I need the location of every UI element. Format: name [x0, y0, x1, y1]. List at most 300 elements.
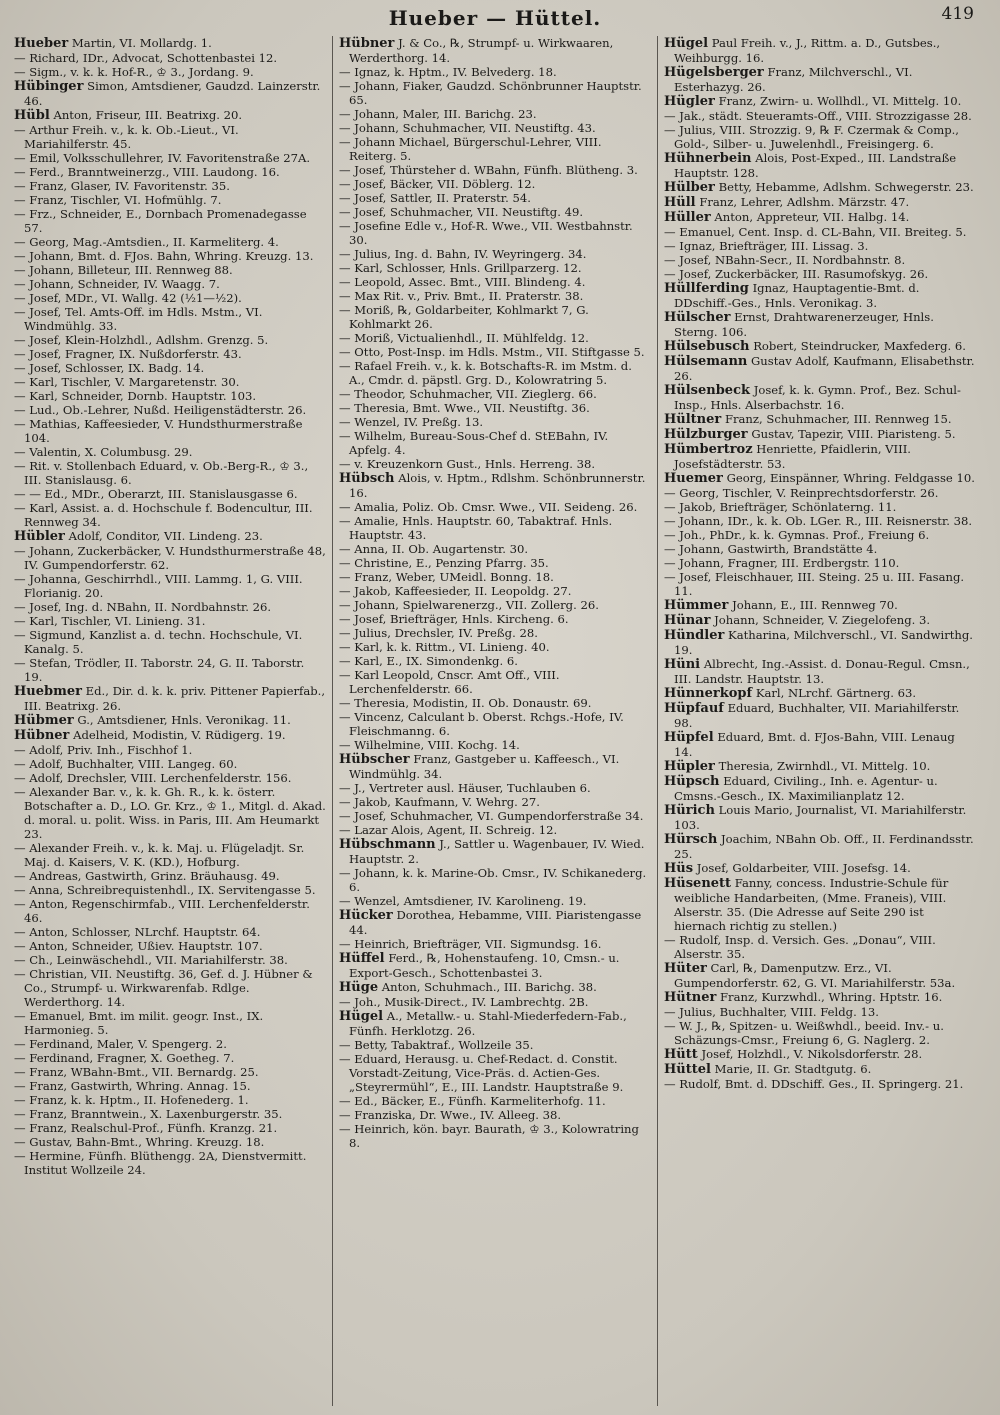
- entry-details: — Josef, Fleischhauer, III. Steing. 25 u. III. Fasang. 11.: [664, 570, 965, 598]
- column-left: [8, 36, 333, 1406]
- entry-details: — Anna, II. Ob. Augartenstr. 30.: [339, 542, 529, 556]
- directory-entry: [339, 1122, 651, 1150]
- entry-details: — Johann, Schuhmacher, VII. Neustiftg. 43.: [339, 121, 596, 135]
- directory-entry: [664, 759, 976, 774]
- directory-entry: [14, 165, 326, 179]
- directory-entry: [664, 94, 976, 109]
- directory-entry: [14, 347, 326, 361]
- entry-details: — Amalia, Poliz. Ob. Cmsr. Wwe., VII. Seideng. 26.: [339, 500, 638, 514]
- entry-surname: Hülsebusch: [664, 339, 750, 354]
- entry-details: — Johann, Gastwirth, Brandstätte 4.: [664, 542, 878, 556]
- entry-details: — Georg, Tischler, V. Reinprechtsdorferstr. 26.: [664, 486, 939, 500]
- entry-details: Georg, Einspänner, Whring. Feldgasse 10.: [726, 471, 975, 485]
- directory-entry: [14, 628, 326, 656]
- directory-entry: [339, 995, 651, 1009]
- entry-details: — Sigm., v. k. k. Hof-R., ♔ 3., Jordang. 9.: [14, 65, 254, 79]
- entry-surname: Hümmer: [664, 598, 729, 613]
- directory-entry: [664, 876, 976, 933]
- entry-surname: Hürich: [664, 803, 715, 818]
- entry-details: — Christine, E., Penzing Pfarrg. 35.: [339, 556, 549, 570]
- entry-surname: Hülsemann: [664, 354, 748, 369]
- column-middle: [333, 36, 658, 1406]
- page-header: [8, 6, 982, 36]
- directory-entry: [664, 281, 976, 310]
- directory-entry: [664, 542, 976, 556]
- directory-entry: [664, 514, 976, 528]
- directory-entry: [664, 486, 976, 500]
- page-title: Hueber — Hüttel.: [388, 6, 602, 30]
- entry-details: — Otto, Post-Insp. im Hdls. Mstm., VII. Stiftgasse 5.: [339, 345, 645, 359]
- directory-entry: [339, 177, 651, 191]
- entry-details: Gustav, Tapezir, VIII. Piaristeng. 5.: [751, 427, 956, 441]
- entry-details: — Franz, Realschul-Prof., Fünfh. Kranzg. 21.: [14, 1121, 278, 1135]
- directory-entry: [664, 701, 976, 730]
- entry-details: — Karl, E., IX. Simondenkg. 6.: [339, 654, 518, 668]
- entry-details: — Rit. v. Stollenbach Eduard, v. Ob.-Berg-R., ♔ 3., III. Stanislausg. 6.: [14, 459, 309, 487]
- column-right: [658, 36, 982, 1406]
- directory-entry: [14, 389, 326, 403]
- entry-details: Eduard, Civiling., Inh. e. Agentur- u. Cmsns.-Gesch., IX. Maximilianplatz 12.: [674, 774, 938, 803]
- directory-entry: [664, 310, 976, 339]
- directory-entry: [14, 785, 326, 841]
- entry-details: Albrecht, Ing.-Assist. d. Donau-Regul. Cmsn., III. Landstr. Hauptstr. 13.: [674, 657, 970, 686]
- entry-details: Anton, Appreteur, VII. Halbg. 14.: [714, 210, 910, 224]
- entry-surname: Huemer: [664, 471, 723, 486]
- directory-entry: [14, 939, 326, 953]
- entry-details: — Ferdinand, Maler, V. Spengerg. 2.: [14, 1037, 227, 1051]
- directory-entry: [339, 640, 651, 654]
- entry-details: — Ferdinand, Fragner, X. Goetheg. 7.: [14, 1051, 235, 1065]
- directory-entry: [664, 528, 976, 542]
- entry-details: — Josef, Sattler, II. Praterstr. 54.: [339, 191, 531, 205]
- entry-details: — — Ed., MDr., Oberarzt, III. Stanislausgasse 6.: [14, 487, 298, 501]
- entry-details: Adelheid, Modistin, V. Rüdigerg. 19.: [73, 728, 286, 742]
- directory-entry: [339, 345, 651, 359]
- entry-details: — Rudolf, Bmt. d. DDschiff. Ges., II. Springerg. 21.: [664, 1077, 964, 1091]
- entry-details: Marie, II. Gr. Stadtgutg. 6.: [714, 1062, 872, 1076]
- directory-entry: [14, 841, 326, 869]
- directory-entry: [664, 427, 976, 442]
- entry-surname: Hülscher: [664, 310, 731, 325]
- entry-details: — Anton, Regenschirmfab., VIII. Lerchenfelderstr. 46.: [14, 897, 310, 925]
- entry-surname: Hünnerkopf: [664, 686, 753, 701]
- directory-entry: [14, 375, 326, 389]
- entry-details: — Johann, k. k. Marine-Ob. Cmsr., IV. Schikanederg. 6.: [339, 866, 647, 894]
- entry-details: — Johanna, Geschirrhdl., VIII. Lammg. 1, G. VIII. Florianig. 20.: [14, 572, 303, 600]
- directory-entry: [339, 514, 651, 542]
- directory-entry: [664, 36, 976, 65]
- directory-entry: [14, 1149, 326, 1177]
- entry-details: — Franz, k. k. Hptm., II. Hofenederg. 1.: [14, 1093, 249, 1107]
- entry-details: — Johann, Bmt. d. FJos. Bahn, Whring. Kreuzg. 13.: [14, 249, 314, 263]
- entry-details: — Anton, Schlosser, NLrchf. Hauptstr. 64.: [14, 925, 261, 939]
- entry-details: — Ignaz, Briefträger, III. Lissag. 3.: [664, 239, 869, 253]
- entry-surname: Hübsch: [339, 471, 395, 486]
- directory-entry: [14, 967, 326, 1009]
- entry-details: — Johann, Maler, III. Barichg. 23.: [339, 107, 537, 121]
- directory-entry: [664, 339, 976, 354]
- directory-entry: [339, 401, 651, 415]
- directory-entry: [14, 487, 326, 501]
- directory-entry: [14, 1009, 326, 1037]
- entry-surname: Hüs: [664, 861, 694, 876]
- directory-entry: [14, 65, 326, 79]
- entry-surname: Hübl: [14, 108, 50, 123]
- entry-details: — Alexander Freih. v., k. k. Maj. u. Flügeladjt. Sr. Maj. d. Kaisers, V. K. (KD.), Hofburg.: [14, 841, 305, 869]
- directory-entry: [14, 771, 326, 785]
- entry-details: Carl, ℞, Damenputzw. Erz., VI. Gumpendorferstr. 62, G. VI. Mariahilferstr. 53a.: [674, 961, 956, 990]
- directory-entry: [664, 1005, 976, 1019]
- directory-entry: [14, 36, 326, 51]
- entry-details: — Karl Leopold, Cnscr. Amt Off., VIII. Lerchenfelderstr. 66.: [339, 668, 560, 696]
- directory-entry: [14, 151, 326, 165]
- entry-details: — Ferd., Branntweinerzg., VIII. Laudong. 16.: [14, 165, 280, 179]
- entry-details: Eduard, Bmt. d. FJos-Bahn, VIII. Lenaug 14.: [674, 730, 955, 759]
- entry-details: Ferd., ℞, Hohenstaufeng. 10, Cmsn.- u. Export-Gesch., Schottenbastei 3.: [349, 951, 620, 980]
- directory-entry: [14, 235, 326, 249]
- directory-entry: [339, 781, 651, 795]
- entry-surname: Hülzburger: [664, 427, 748, 442]
- entry-details: — Jakob, Kaufmann, V. Wehrg. 27.: [339, 795, 540, 809]
- entry-details: J., Sattler u. Wagenbauer, IV. Wied. Hauptstr. 2.: [349, 837, 645, 866]
- entry-details: — Josef, Ing. d. NBahn, II. Nordbahnstr. 26.: [14, 600, 272, 614]
- directory-entry: [339, 107, 651, 121]
- directory-entry: [14, 459, 326, 487]
- entry-surname: Hüni: [664, 657, 701, 672]
- entry-details: — Josefine Edle v., Hof-R. Wwe., VII. Westbahnstr. 30.: [339, 219, 633, 247]
- directory-entry: [664, 412, 976, 427]
- directory-entry: [664, 267, 976, 281]
- entry-details: — Rafael Freih. v., k. k. Botschafts-R. im Mstm. d. A., Cmdr. d. päpstl. Grg. D., Kolowratring 5.: [339, 359, 632, 387]
- entry-details: — Valentin, X. Columbusg. 29.: [14, 445, 193, 459]
- entry-details: — Theodor, Schuhmacher, VII. Zieglerg. 66.: [339, 387, 597, 401]
- entry-details: — Anna, Schreibrequistenhdl., IX. Servitengasse 5.: [14, 883, 316, 897]
- entry-details: — Arthur Freih. v., k. k. Ob.-Lieut., VI. Mariahilferstr. 45.: [14, 123, 239, 151]
- entry-surname: Hütner: [664, 990, 717, 1005]
- entry-surname: Hümbertroz: [664, 442, 753, 457]
- directory-entry: [14, 614, 326, 628]
- directory-entry: [14, 529, 326, 544]
- directory-entry: [14, 656, 326, 684]
- entry-details: — Karl, Tischler, VI. Linieng. 31.: [14, 614, 206, 628]
- directory-entry: [339, 556, 651, 570]
- directory-entry: [664, 556, 976, 570]
- directory-entry: [339, 359, 651, 387]
- directory-entry: [664, 933, 976, 961]
- entry-details: — Jakob, Briefträger, Schönlaterng. 11.: [664, 500, 897, 514]
- directory-entry: [339, 79, 651, 107]
- entry-details: Anton, Friseur, III. Beatrixg. 20.: [53, 108, 243, 122]
- entry-details: Franz, Gastgeber u. Kaffeesch., VI. Windmühlg. 34.: [349, 752, 620, 781]
- entry-details: — Emanuel, Cent. Insp. d. CL-Bahn, VII. Breiteg. 5.: [664, 225, 967, 239]
- directory-entry: [14, 179, 326, 193]
- entry-details: — Josef, NBahn-Secr., II. Nordbahnstr. 8.: [664, 253, 906, 267]
- entry-details: Johann, E., III. Rennweg 70.: [732, 598, 898, 612]
- entry-details: — Vincenz, Calculant b. Oberst. Rchgs.-Hofe, IV. Fleischmanng. 6.: [339, 710, 624, 738]
- directory-entry: [339, 894, 651, 908]
- entry-details: — Josef, Schuhmacher, VII. Neustiftg. 49.: [339, 205, 584, 219]
- entry-details: — Josef, MDr., VI. Wallg. 42 (½1—½2).: [14, 291, 242, 305]
- entry-surname: Hueber: [14, 36, 69, 51]
- entry-details: Katharina, Milchverschl., VI. Sandwirthg. 19.: [674, 628, 973, 657]
- entry-surname: Hülsenbeck: [664, 383, 750, 398]
- entry-surname: Hütt: [664, 1047, 698, 1062]
- entry-details: — Anton, Schneider, Ußiev. Hauptstr. 107.: [14, 939, 263, 953]
- entry-details: — Karl, Tischler, V. Margaretenstr. 30.: [14, 375, 240, 389]
- entry-details: — Mathias, Kaffeesieder, V. Hundsthurmerstraße 104.: [14, 417, 303, 445]
- directory-entry: [14, 572, 326, 600]
- directory-entry: [339, 247, 651, 261]
- entry-details: Karl, NLrchf. Gärtnerg. 63.: [755, 686, 917, 700]
- directory-entry: [664, 1062, 976, 1077]
- directory-entry: [664, 253, 976, 267]
- directory-entry: [14, 108, 326, 123]
- entry-details: — Emil, Volksschullehrer, IV. Favoritenstraße 27A.: [14, 151, 311, 165]
- entry-details: — Jak., städt. Steueramts-Off., VIII. Strozzigasse 28.: [664, 109, 972, 123]
- entry-details: Franz, Schuhmacher, III. Rennweg 15.: [724, 412, 952, 426]
- entry-details: — Julius, Ing. d. Bahn, IV. Weyringerg. 34.: [339, 247, 587, 261]
- entry-details: Ernst, Drahtwarenerzeuger, Hnls. Sterng. 106.: [674, 310, 934, 339]
- entry-details: — Franz, Branntwein., X. Laxenburgerstr. 35.: [14, 1107, 283, 1121]
- directory-entry: [14, 123, 326, 151]
- directory-entry: [339, 191, 651, 205]
- entry-surname: Hübschmann: [339, 837, 436, 852]
- entry-details: — Andreas, Gastwirth, Grinz. Bräuhausg. 49.: [14, 869, 280, 883]
- directory-entry: [664, 471, 976, 486]
- entry-details: — Moriß, ℞, Goldarbeiter, Kohlmarkt 7, G. Kohlmarkt 26.: [339, 303, 589, 331]
- directory-entry: [339, 980, 651, 995]
- directory-entry: [14, 1037, 326, 1051]
- entry-details: — Lud., Ob.-Lehrer, Nußd. Heiligenstädterstr. 26.: [14, 403, 307, 417]
- entry-details: — Josef, Klein-Holzhdl., Adlshm. Grenzg. 5.: [14, 333, 269, 347]
- page-number: 419: [941, 4, 974, 24]
- entry-details: — Franz, Gastwirth, Whring. Annag. 15.: [14, 1079, 251, 1093]
- directory-entry: [14, 600, 326, 614]
- directory-entry: [339, 908, 651, 937]
- directory-entry: [339, 937, 651, 951]
- directory-entry: [664, 686, 976, 701]
- entry-details: — Julius, Buchhalter, VIII. Feldg. 13.: [664, 1005, 879, 1019]
- entry-details: — Hermine, Fünfh. Blüthengg. 2A, Dienstvermitt. Institut Wollzeile 24.: [14, 1149, 307, 1177]
- directory-entry: [14, 193, 326, 207]
- entry-details: — Leopold, Assec. Bmt., VIII. Blindeng. 4.: [339, 275, 586, 289]
- entry-details: — Emanuel, Bmt. im milit. geogr. Inst., IX. Harmonieg. 5.: [14, 1009, 264, 1037]
- entry-details: Betty, Hebamme, Adlshm. Schwegerstr. 23.: [718, 180, 974, 194]
- directory-entry: [14, 925, 326, 939]
- entry-surname: Hüpler: [664, 759, 715, 774]
- entry-details: — v. Kreuzenkorn Gust., Hnls. Herreng. 38.: [339, 457, 596, 471]
- directory-entry: [664, 442, 976, 471]
- directory-entry: [14, 1093, 326, 1107]
- entry-details: — Ed., Bäcker, E., Fünfh. Karmeliterhofg. 11.: [339, 1094, 606, 1108]
- entry-details: — Wenzel, Amtsdiener, IV. Karolineng. 19.: [339, 894, 587, 908]
- directory-entry: [664, 1047, 976, 1062]
- entry-surname: Hünar: [664, 613, 711, 628]
- directory-entry: [339, 1009, 651, 1038]
- directory-entry: [14, 501, 326, 529]
- entry-surname: Hübinger: [14, 79, 84, 94]
- entry-surname: Hüsenett: [664, 876, 732, 891]
- directory-entry: [339, 795, 651, 809]
- directory-entry: [339, 261, 651, 275]
- directory-entry: [664, 354, 976, 383]
- directory-entry: [14, 445, 326, 459]
- entry-details: Adolf, Conditor, VII. Lindeng. 23.: [68, 529, 263, 543]
- entry-details: — Josef, Schlosser, IX. Badg. 14.: [14, 361, 205, 375]
- entry-surname: Hüttel: [664, 1062, 711, 1077]
- directory-entry: [664, 123, 976, 151]
- directory-entry: [339, 542, 651, 556]
- directory-entry: [14, 544, 326, 572]
- entry-details: — Lazar Alois, Agent, II. Schreig. 12.: [339, 823, 558, 837]
- entry-surname: Hübner: [14, 728, 70, 743]
- directory-entry: [14, 291, 326, 305]
- directory-entry: [339, 584, 651, 598]
- directory-entry: [339, 598, 651, 612]
- entry-surname: Hüffel: [339, 951, 385, 966]
- entry-details: Johann, Schneider, V. Ziegelofeng. 3.: [714, 613, 931, 627]
- entry-details: A., Metallw.- u. Stahl-Miederfedern-Fab., Fünfh. Herklotzg. 26.: [349, 1009, 627, 1038]
- entry-details: Martin, VI. Mollardg. 1.: [71, 36, 212, 50]
- entry-details: — Josef, Thürsteher d. WBahn, Fünfh. Blütheng. 3.: [339, 163, 638, 177]
- entry-surname: Hügelsberger: [664, 65, 764, 80]
- entry-surname: Hücker: [339, 908, 393, 923]
- directory-entry: [339, 429, 651, 457]
- directory-entry: [664, 500, 976, 514]
- entry-details: — Johann, IDr., k. k. Ob. LGer. R., III. Reisnerstr. 38.: [664, 514, 973, 528]
- entry-details: — Betty, Tabaktraf., Wollzeile 35.: [339, 1038, 534, 1052]
- directory-entry: [339, 205, 651, 219]
- entry-details: Fanny, concess. Industrie-Schule für weibliche Handarbeiten, (Mme. Franeis), VIII. Alserstr. 35. (Die Adresse auf Seite 290 ist hiernach richtig zu stellen.): [674, 876, 949, 933]
- directory-entry: [14, 263, 326, 277]
- directory-entry: [14, 869, 326, 883]
- directory-entry: [664, 210, 976, 225]
- entry-surname: Hüpsch: [664, 774, 720, 789]
- directory-entry: [339, 275, 651, 289]
- entry-details: — Rudolf, Insp. d. Versich. Ges. „Donau“, VIII. Alserstr. 35.: [664, 933, 936, 961]
- entry-surname: Huebmer: [14, 684, 82, 699]
- entry-details: Ed., Dir. d. k. k. priv. Pittener Papierfab., III. Beatrixg. 26.: [24, 684, 326, 713]
- directory-entry: [339, 668, 651, 696]
- directory-entry: [14, 249, 326, 263]
- entry-surname: Hüter: [664, 961, 707, 976]
- entry-details: Ignaz, Hauptagentie-Bmt. d. DDschiff.-Ges., Hnls. Veronikag. 3.: [674, 281, 920, 310]
- entry-details: — Ch., Leinwäschehdl., VII. Mariahilferstr. 38.: [14, 953, 288, 967]
- entry-details: — Christian, VII. Neustiftg. 36, Gef. d. J. Hübner & Co., Strumpf- u. Wirkwarenfab. Rdlge. Werderthorg. 14.: [14, 967, 313, 1009]
- entry-details: — Heinrich, kön. bayr. Baurath, ♔ 3., Kolowratring 8.: [339, 1122, 639, 1150]
- entry-details: Josef, k. k. Gymn. Prof., Bez. Schul-Insp., Hnls. Alserbachstr. 16.: [674, 383, 961, 412]
- directory-entry: [339, 303, 651, 331]
- directory-entry: [664, 239, 976, 253]
- entry-details: — Amalie, Hnls. Hauptstr. 60, Tabaktraf. Hnls. Hauptstr. 43.: [339, 514, 613, 542]
- directory-entry: [14, 713, 326, 728]
- entry-details: — Theresia, Modistin, II. Ob. Donaustr. 69.: [339, 696, 592, 710]
- entry-details: Franz, Zwirn- u. Wollhdl., VI. Mittelg. 10.: [718, 94, 962, 108]
- entry-details: Alois, Post-Exped., III. Landstraße Hauptstr. 128.: [674, 151, 957, 180]
- entry-details: — Josef, Schuhmacher, VI. Gumpendorferstraße 34.: [339, 809, 644, 823]
- directory-entry: [664, 65, 976, 94]
- directory-entry: [664, 628, 976, 657]
- directory-entry: [14, 883, 326, 897]
- directory-entry: [14, 403, 326, 417]
- entry-details: — Johann, Fiaker, Gaudzd. Schönbrunner Hauptstr. 65.: [339, 79, 642, 107]
- entry-surname: Hübler: [14, 529, 65, 544]
- entry-surname: Hügler: [664, 94, 715, 109]
- entry-details: — Richard, IDr., Advocat, Schottenbastei 12.: [14, 51, 278, 65]
- entry-details: — Johann, Fragner, III. Erdbergstr. 110.: [664, 556, 900, 570]
- directory-entry: [339, 612, 651, 626]
- entry-details: — Franz, WBahn-Bmt., VII. Bernardg. 25.: [14, 1065, 259, 1079]
- entry-details: — Ignaz, k. Hptm., IV. Belvederg. 18.: [339, 65, 557, 79]
- entry-surname: Hühnerbein: [664, 151, 752, 166]
- directory-entry: [664, 225, 976, 239]
- entry-details: — Johann, Spielwarenerzg., VII. Zollerg. 26.: [339, 598, 599, 612]
- entry-details: Henriette, Pfaidlerin, VIII. Josefstädterstr. 53.: [674, 442, 911, 471]
- directory-entry: [339, 457, 651, 471]
- entry-details: Josef, Goldarbeiter, VIII. Josefsg. 14.: [696, 861, 911, 875]
- entry-details: — Josef, Briefträger, Hnls. Kircheng. 6.: [339, 612, 569, 626]
- directory-entry: [339, 36, 651, 65]
- entry-details: — Karl, Assist. a. d. Hochschule f. Bodencultur, III. Rennweg 34.: [14, 501, 313, 529]
- entry-surname: Hüller: [664, 210, 711, 225]
- entry-details: — Wilhelm, Bureau-Sous-Chef d. StEBahn, IV. Apfelg. 4.: [339, 429, 609, 457]
- entry-surname: Hüll: [664, 195, 696, 210]
- entry-surname: Hübscher: [339, 752, 410, 767]
- directory-entry: [339, 219, 651, 247]
- directory-entry: [339, 331, 651, 345]
- entry-details: — Franz, Glaser, IV. Favoritenstr. 35.: [14, 179, 230, 193]
- entry-details: — Johann, Billeteur, III. Rennweg 88.: [14, 263, 233, 277]
- entry-details: — Sigmund, Kanzlist a. d. techn. Hochschule, VI. Kanalg. 5.: [14, 628, 303, 656]
- entry-details: Gustav Adolf, Kaufmann, Elisabethstr. 26.: [674, 354, 975, 383]
- directory-entry: [14, 1079, 326, 1093]
- directory-entry: [339, 823, 651, 837]
- entry-details: — Stefan, Trödler, II. Taborstr. 24, G. II. Taborstr. 19.: [14, 656, 305, 684]
- entry-surname: Hüge: [339, 980, 379, 995]
- entry-details: — Johann, Zuckerbäcker, V. Hundsthurmerstraße 48, IV. Gumpendorferstr. 62.: [14, 544, 326, 572]
- directory-entry: [14, 1065, 326, 1079]
- directory-entry: [14, 51, 326, 65]
- directory-entry: [664, 151, 976, 180]
- entry-details: — Moriß, Victualienhdl., II. Mühlfeldg. 12.: [339, 331, 589, 345]
- entry-details: Josef, Holzhdl., V. Nikolsdorferstr. 28.: [701, 1047, 923, 1061]
- directory-entry: [664, 383, 976, 412]
- directory-entry: [339, 135, 651, 163]
- entry-details: Franz, Kurzwhdl., Whring. Hptstr. 16.: [720, 990, 943, 1004]
- entry-details: — Eduard, Herausg. u. Chef-Redact. d. Constit. Vorstadt-Zeitung, Vice-Präs. d. Actien-Ges. „Steyrermühl“, E., III. Landstr. Hauptstraße 9.: [339, 1052, 624, 1094]
- directory-entry: [664, 861, 976, 876]
- entry-surname: Hügel: [664, 36, 709, 51]
- entry-details: — Wenzel, IV. Preßg. 13.: [339, 415, 484, 429]
- entry-details: — Johann Michael, Bürgerschul-Lehrer, VIII. Reiterg. 5.: [339, 135, 602, 163]
- entry-details: — Franz, Tischler, VI. Hofmühlg. 7.: [14, 193, 222, 207]
- directory-entry: [664, 598, 976, 613]
- directory-entry: [339, 121, 651, 135]
- entry-surname: Hüpfauf: [664, 701, 724, 716]
- directory-entry: [14, 684, 326, 713]
- entry-details: — Joh., PhDr., k. k. Gymnas. Prof., Freiung 6.: [664, 528, 930, 542]
- entry-details: — Josef, Bäcker, VII. Döblerg. 12.: [339, 177, 536, 191]
- directory-entry: [339, 163, 651, 177]
- entry-details: — Georg, Mag.-Amtsdien., II. Karmeliterg. 4.: [14, 235, 279, 249]
- entry-details: — Julius, VIII. Strozzig. 9, ℞ F. Czermak & Comp., Gold-, Silber- u. Juwelenhdl., Freisingerg. 6.: [664, 123, 959, 151]
- directory-entry: [664, 613, 976, 628]
- directory-entry: [664, 657, 976, 686]
- entry-details: — Josef, Fragner, IX. Nußdorferstr. 43.: [14, 347, 242, 361]
- entry-details: — Josef, Zuckerbäcker, III. Rasumofskyg. 26.: [664, 267, 929, 281]
- entry-details: — Johann, Schneider, IV. Waagg. 7.: [14, 277, 220, 291]
- entry-details: Franz, Lehrer, Adlshm. Märzstr. 47.: [699, 195, 910, 209]
